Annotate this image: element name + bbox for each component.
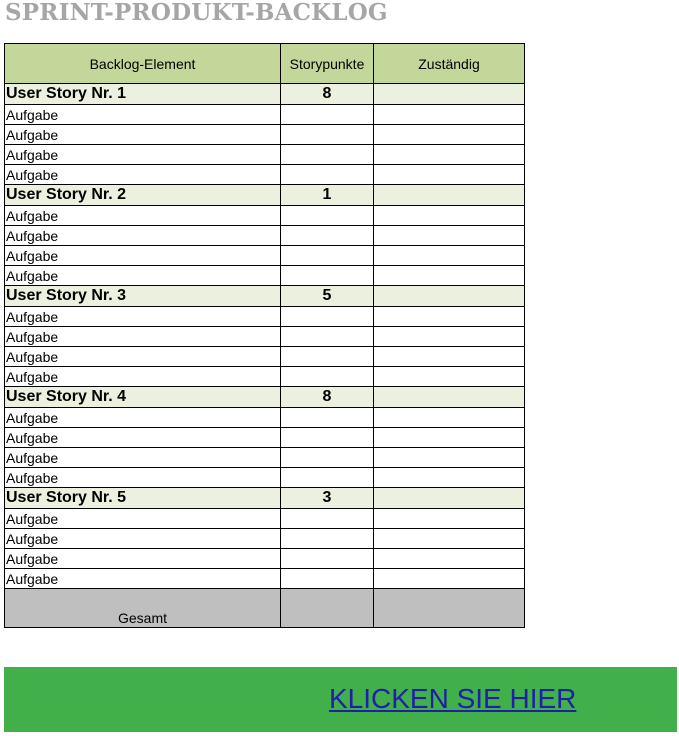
- page-title: SPRINT-PRODUKT-BACKLOG: [5, 0, 388, 26]
- story-label-cell[interactable]: User Story Nr. 1: [5, 84, 281, 105]
- task-points-cell[interactable]: [281, 448, 374, 468]
- task-points-cell[interactable]: [281, 105, 374, 125]
- total-label[interactable]: Gesamt: [5, 589, 281, 628]
- story-owner-cell[interactable]: [374, 185, 525, 206]
- task-points-cell[interactable]: [281, 569, 374, 589]
- task-row: [5, 246, 525, 266]
- task-owner-cell[interactable]: [374, 408, 525, 428]
- task-label-cell[interactable]: Aufgabe: [5, 408, 281, 428]
- task-owner-cell[interactable]: [374, 428, 525, 448]
- task-owner-cell[interactable]: [374, 549, 525, 569]
- task-label-cell[interactable]: Aufgabe: [5, 428, 281, 448]
- table-header-row: [5, 44, 525, 84]
- task-points-cell[interactable]: [281, 367, 374, 387]
- story-label-cell[interactable]: User Story Nr. 4: [5, 387, 281, 408]
- task-row: [5, 408, 525, 428]
- task-points-cell[interactable]: [281, 428, 374, 448]
- story-points-cell[interactable]: 3: [281, 488, 374, 509]
- task-owner-cell[interactable]: [374, 569, 525, 589]
- task-row: [5, 307, 525, 327]
- task-row: [5, 347, 525, 367]
- cta-banner[interactable]: [4, 667, 677, 732]
- task-label-cell[interactable]: Aufgabe: [5, 509, 281, 529]
- task-label-cell[interactable]: Aufgabe: [5, 226, 281, 246]
- task-owner-cell[interactable]: [374, 367, 525, 387]
- story-row: [5, 185, 525, 206]
- task-points-cell[interactable]: [281, 347, 374, 367]
- task-owner-cell[interactable]: [374, 327, 525, 347]
- task-owner-cell[interactable]: [374, 125, 525, 145]
- task-row: [5, 509, 525, 529]
- task-label-cell[interactable]: Aufgabe: [5, 206, 281, 226]
- task-label-cell[interactable]: Aufgabe: [5, 549, 281, 569]
- task-label-cell[interactable]: Aufgabe: [5, 367, 281, 387]
- task-label-cell[interactable]: Aufgabe: [5, 569, 281, 589]
- task-owner-cell[interactable]: [374, 246, 525, 266]
- task-label-cell[interactable]: Aufgabe: [5, 165, 281, 185]
- task-row: [5, 327, 525, 347]
- task-row: [5, 569, 525, 589]
- task-label-cell[interactable]: Aufgabe: [5, 327, 281, 347]
- task-label-cell[interactable]: Aufgabe: [5, 347, 281, 367]
- task-points-cell[interactable]: [281, 145, 374, 165]
- task-label-cell[interactable]: Aufgabe: [5, 266, 281, 286]
- task-points-cell[interactable]: [281, 327, 374, 347]
- task-owner-cell[interactable]: [374, 165, 525, 185]
- task-owner-cell[interactable]: [374, 347, 525, 367]
- task-row: [5, 549, 525, 569]
- task-points-cell[interactable]: [281, 125, 374, 145]
- story-owner-cell[interactable]: [374, 84, 525, 105]
- task-points-cell[interactable]: [281, 408, 374, 428]
- task-owner-cell[interactable]: [374, 145, 525, 165]
- task-row: [5, 206, 525, 226]
- header-backlog-item: Backlog-Element: [5, 44, 281, 84]
- task-row: [5, 165, 525, 185]
- header-story-points: Storypunkte: [281, 44, 374, 84]
- task-row: [5, 125, 525, 145]
- task-label-cell[interactable]: Aufgabe: [5, 105, 281, 125]
- task-owner-cell[interactable]: [374, 266, 525, 286]
- task-points-cell[interactable]: [281, 468, 374, 488]
- click-here-link[interactable]: KLICKEN SIE HIER: [329, 683, 577, 714]
- story-points-cell[interactable]: 8: [281, 84, 374, 105]
- story-label-cell[interactable]: User Story Nr. 5: [5, 488, 281, 509]
- task-label-cell[interactable]: Aufgabe: [5, 307, 281, 327]
- task-label-cell[interactable]: Aufgabe: [5, 468, 281, 488]
- task-row: [5, 468, 525, 488]
- task-owner-cell[interactable]: [374, 529, 525, 549]
- task-owner-cell[interactable]: [374, 468, 525, 488]
- total-owner-cell[interactable]: [374, 589, 525, 628]
- task-points-cell[interactable]: [281, 165, 374, 185]
- task-label-cell[interactable]: Aufgabe: [5, 448, 281, 468]
- story-label-cell[interactable]: User Story Nr. 3: [5, 286, 281, 307]
- task-row: [5, 145, 525, 165]
- task-points-cell[interactable]: [281, 266, 374, 286]
- task-owner-cell[interactable]: [374, 105, 525, 125]
- task-owner-cell[interactable]: [374, 448, 525, 468]
- task-points-cell[interactable]: [281, 307, 374, 327]
- story-row: [5, 488, 525, 509]
- task-label-cell[interactable]: Aufgabe: [5, 125, 281, 145]
- task-points-cell[interactable]: [281, 509, 374, 529]
- total-row: [5, 589, 525, 628]
- story-points-cell[interactable]: 5: [281, 286, 374, 307]
- header-owner: Zuständig: [374, 44, 525, 84]
- story-row: [5, 387, 525, 408]
- backlog-table: [4, 43, 525, 628]
- story-points-cell[interactable]: 1: [281, 185, 374, 206]
- task-row: [5, 266, 525, 286]
- table-body: [5, 84, 525, 589]
- task-points-cell[interactable]: [281, 529, 374, 549]
- story-row: [5, 84, 525, 105]
- story-owner-cell[interactable]: [374, 286, 525, 307]
- task-owner-cell[interactable]: [374, 307, 525, 327]
- task-row: [5, 226, 525, 246]
- story-owner-cell[interactable]: [374, 387, 525, 408]
- task-owner-cell[interactable]: [374, 206, 525, 226]
- task-owner-cell[interactable]: [374, 509, 525, 529]
- task-row: [5, 428, 525, 448]
- task-row: [5, 105, 525, 125]
- task-points-cell[interactable]: [281, 206, 374, 226]
- task-label-cell[interactable]: Aufgabe: [5, 529, 281, 549]
- task-points-cell[interactable]: [281, 226, 374, 246]
- task-row: [5, 448, 525, 468]
- story-row: [5, 286, 525, 307]
- task-owner-cell[interactable]: [374, 226, 525, 246]
- story-label-cell[interactable]: User Story Nr. 2: [5, 185, 281, 206]
- task-points-cell[interactable]: [281, 246, 374, 266]
- story-points-cell[interactable]: 8: [281, 387, 374, 408]
- task-label-cell[interactable]: Aufgabe: [5, 145, 281, 165]
- task-row: [5, 367, 525, 387]
- task-label-cell[interactable]: Aufgabe: [5, 246, 281, 266]
- story-owner-cell[interactable]: [374, 488, 525, 509]
- task-row: [5, 529, 525, 549]
- task-points-cell[interactable]: [281, 549, 374, 569]
- total-points-cell[interactable]: [281, 589, 374, 628]
